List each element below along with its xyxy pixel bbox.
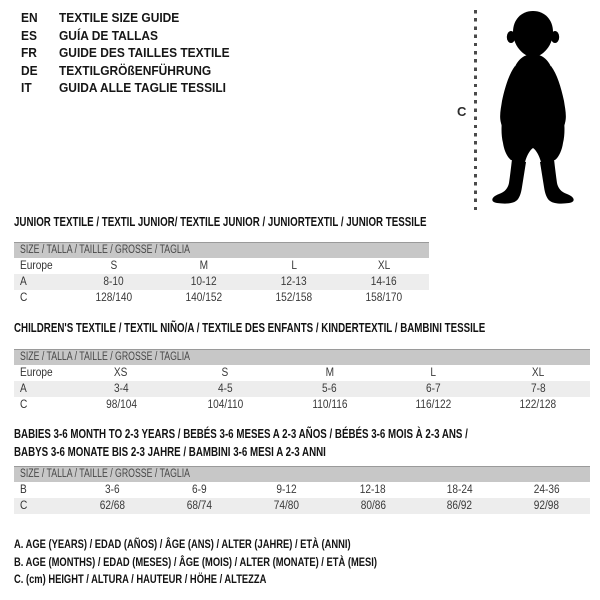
table-row (14, 290, 429, 306)
cell: 62/68 (69, 498, 156, 514)
cell: 14-16 (339, 274, 429, 290)
language-code: IT (21, 80, 32, 96)
table-row (14, 498, 590, 514)
cell: 80/86 (329, 498, 416, 514)
language-label: GUIDA ALLE TAGLIE TESSILI (59, 80, 227, 96)
row-label: Europe (20, 260, 53, 272)
table-row (14, 258, 429, 274)
cell: 86/92 (416, 498, 503, 514)
cell: 158/170 (365, 292, 403, 304)
row-label: A (14, 274, 69, 290)
babies-section-title: BABIES 3-6 MONTH TO 2-3 YEARS / BEBÉS 3-6 MESES A 2-3 AÑOS / BÉBÉS 3-6 MOIS À 2-3 ANS / BABYS 3-6 MONATE BIS 2-3 JAHRE / BAMBINI 3-6 MESI A 2-3 ANNI (14, 427, 468, 459)
language-list (21, 9, 244, 97)
cell: 110/116 (311, 399, 348, 411)
cell: S (221, 367, 229, 379)
cell: L (291, 260, 297, 272)
junior-section-title: JUNIOR TEXTILE / TEXTIL JUNIOR/ TEXTILE JUNIOR / JUNIORTEXTIL / JUNIOR TESSILE (14, 215, 427, 229)
junior-size-table (14, 242, 429, 306)
cell: 122/128 (519, 399, 557, 411)
cell: XL (531, 367, 545, 379)
table-row (14, 365, 590, 381)
cell: 9-12 (275, 484, 297, 496)
cell: L (430, 367, 437, 379)
language-label: GUIDE DES TAILLES TEXTILE (59, 45, 230, 61)
cell: 116/122 (415, 399, 452, 411)
cell: 5-6 (277, 381, 381, 397)
cell: XL (377, 260, 391, 272)
table-row (14, 274, 429, 290)
baby-silhouette-icon (487, 11, 579, 207)
size-header-bar: SIZE / TALLA / TAILLE / GRÖSSE / TAGLIA (14, 350, 590, 366)
language-row-es (21, 27, 244, 45)
row-label: Europe (20, 367, 53, 379)
cell: XS (114, 367, 128, 379)
row-label: B (20, 484, 27, 496)
language-label: GUÍA DE TALLAS (59, 27, 159, 43)
row-label: C (20, 399, 28, 411)
cell: 92/98 (503, 498, 590, 514)
children-size-table (14, 349, 590, 413)
cell: 152/158 (275, 292, 313, 304)
babies-size-table (14, 466, 590, 514)
footnote-b: B. AGE (MONTHS) / EDAD (MESES) / ÂGE (MOIS) / ALTER (MONATE) / ETÀ (MESI) (14, 554, 377, 569)
cell: 12-18 (359, 484, 386, 496)
language-label: TEXTILGRÖßENFÜHRUNG (59, 62, 212, 78)
footnotes (14, 536, 479, 589)
height-dotted-line (474, 10, 477, 210)
language-row-en (21, 9, 244, 27)
cell: M (199, 260, 209, 272)
footnote-a: A. AGE (YEARS) / EDAD (AÑOS) / ÂGE (ANS) / ALTER (JAHRE) / ETÀ (ANNI) (14, 537, 351, 551)
cell: 140/152 (185, 292, 223, 304)
cell: 98/104 (105, 399, 137, 411)
cell: 4-5 (173, 381, 277, 397)
language-row-fr (21, 44, 244, 62)
cell: 8-10 (69, 274, 159, 290)
row-label: A (14, 381, 69, 397)
cell: 10-12 (159, 274, 249, 290)
language-row-it (21, 79, 244, 97)
table-row (14, 482, 590, 498)
language-code: DE (21, 62, 38, 78)
cell: 24-36 (533, 484, 560, 496)
language-row-de (21, 62, 244, 80)
cell: 12-13 (249, 274, 339, 290)
cell: 74/80 (243, 498, 330, 514)
row-label: C (20, 292, 28, 304)
language-code: ES (21, 27, 37, 43)
language-code: EN (21, 10, 38, 26)
cell: S (110, 260, 118, 272)
height-measure-label: C (457, 104, 467, 119)
cell: 68/74 (156, 498, 243, 514)
cell: 3-4 (69, 381, 173, 397)
size-header-bar: SIZE / TALLA / TAILLE / GRÖSSE / TAGLIA (14, 243, 429, 259)
language-label: TEXTILE SIZE GUIDE (59, 10, 180, 26)
table-row (14, 397, 590, 413)
cell: 7-8 (486, 381, 590, 397)
cell: 18-24 (446, 484, 473, 496)
cell: 3-6 (105, 484, 120, 496)
language-code: FR (21, 45, 37, 61)
cell: 128/140 (95, 292, 133, 304)
cell: 6-7 (382, 381, 486, 397)
cell: 6-9 (191, 484, 207, 496)
row-label: C (14, 498, 69, 514)
footnote-c: C. (cm) HEIGHT / ALTURA / HAUTEUR / HÖHE / ALTEZZA (14, 572, 267, 586)
cell: 104/110 (207, 399, 244, 411)
table-row (14, 381, 590, 397)
size-header-bar: SIZE / TALLA / TAILLE / GRÖSSE / TAGLIA (14, 467, 590, 483)
children-section-title: CHILDREN'S TEXTILE / TEXTIL NIÑO/A / TEXTILE DES ENFANTS / KINDERTEXTIL / BAMBINI TESSILE (14, 321, 486, 335)
cell: M (325, 367, 334, 379)
